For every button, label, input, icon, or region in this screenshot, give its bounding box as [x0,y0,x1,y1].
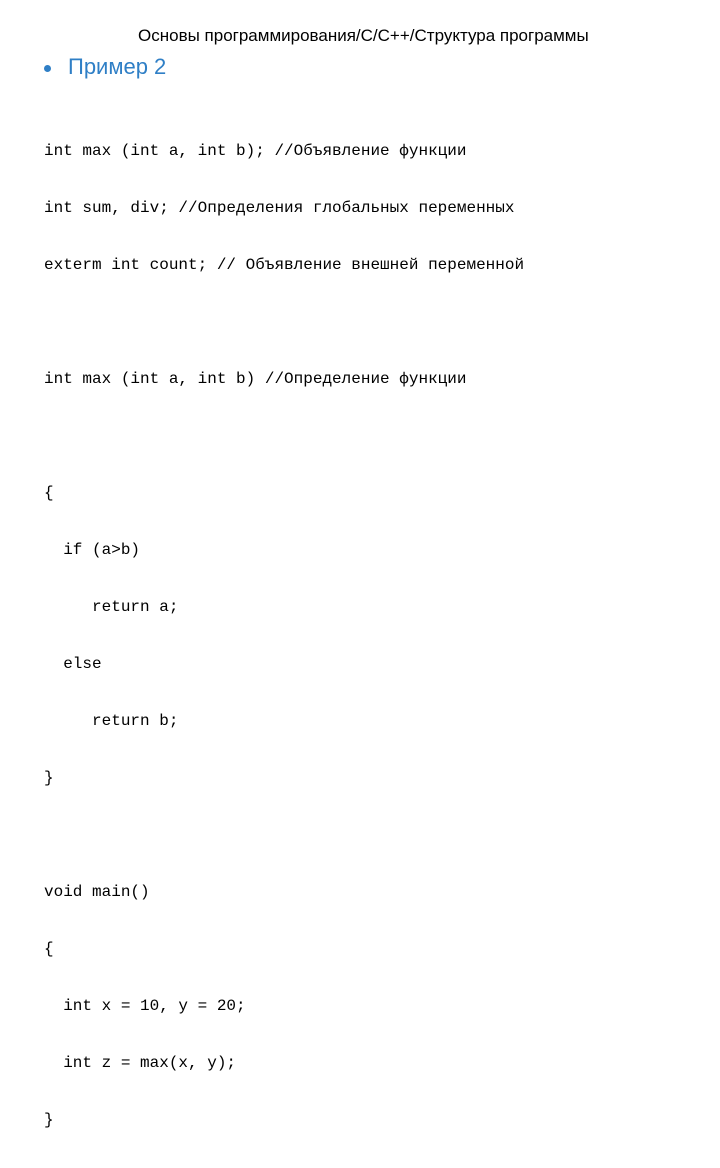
code-line: { [44,484,54,502]
code-line: if (a>b) [44,541,141,559]
bullet-dot-icon [44,65,51,72]
code-line: return a; [44,598,179,616]
code-line: int z = max(x, y); [44,1054,237,1072]
code-blank-line [44,427,524,446]
slide-title: Основы программирования/C/C++/Структура программы [138,26,589,45]
code-line: { [44,940,54,958]
code-line: int max (int a, int b); //Объявление функции [44,142,467,160]
code-line: int x = 10, y = 20; [44,997,246,1015]
code-line: int sum, div; //Определения глобальных переменных [44,199,515,217]
code-line: } [44,769,54,787]
code-line: } [44,1111,54,1129]
code-line: int max (int a, int b) //Определение функции [44,370,467,388]
code-line: else [44,655,102,673]
code-line: exterm int count; // Объявление внешней переменной [44,256,525,274]
bullet-text: Пример 2 [68,54,167,79]
code-listing [44,104,524,1168]
code-line: void main() [44,883,150,901]
code-line: return b; [44,712,179,730]
code-blank-line [44,826,524,845]
code-blank-line [44,313,524,332]
bullet-item [44,54,166,80]
